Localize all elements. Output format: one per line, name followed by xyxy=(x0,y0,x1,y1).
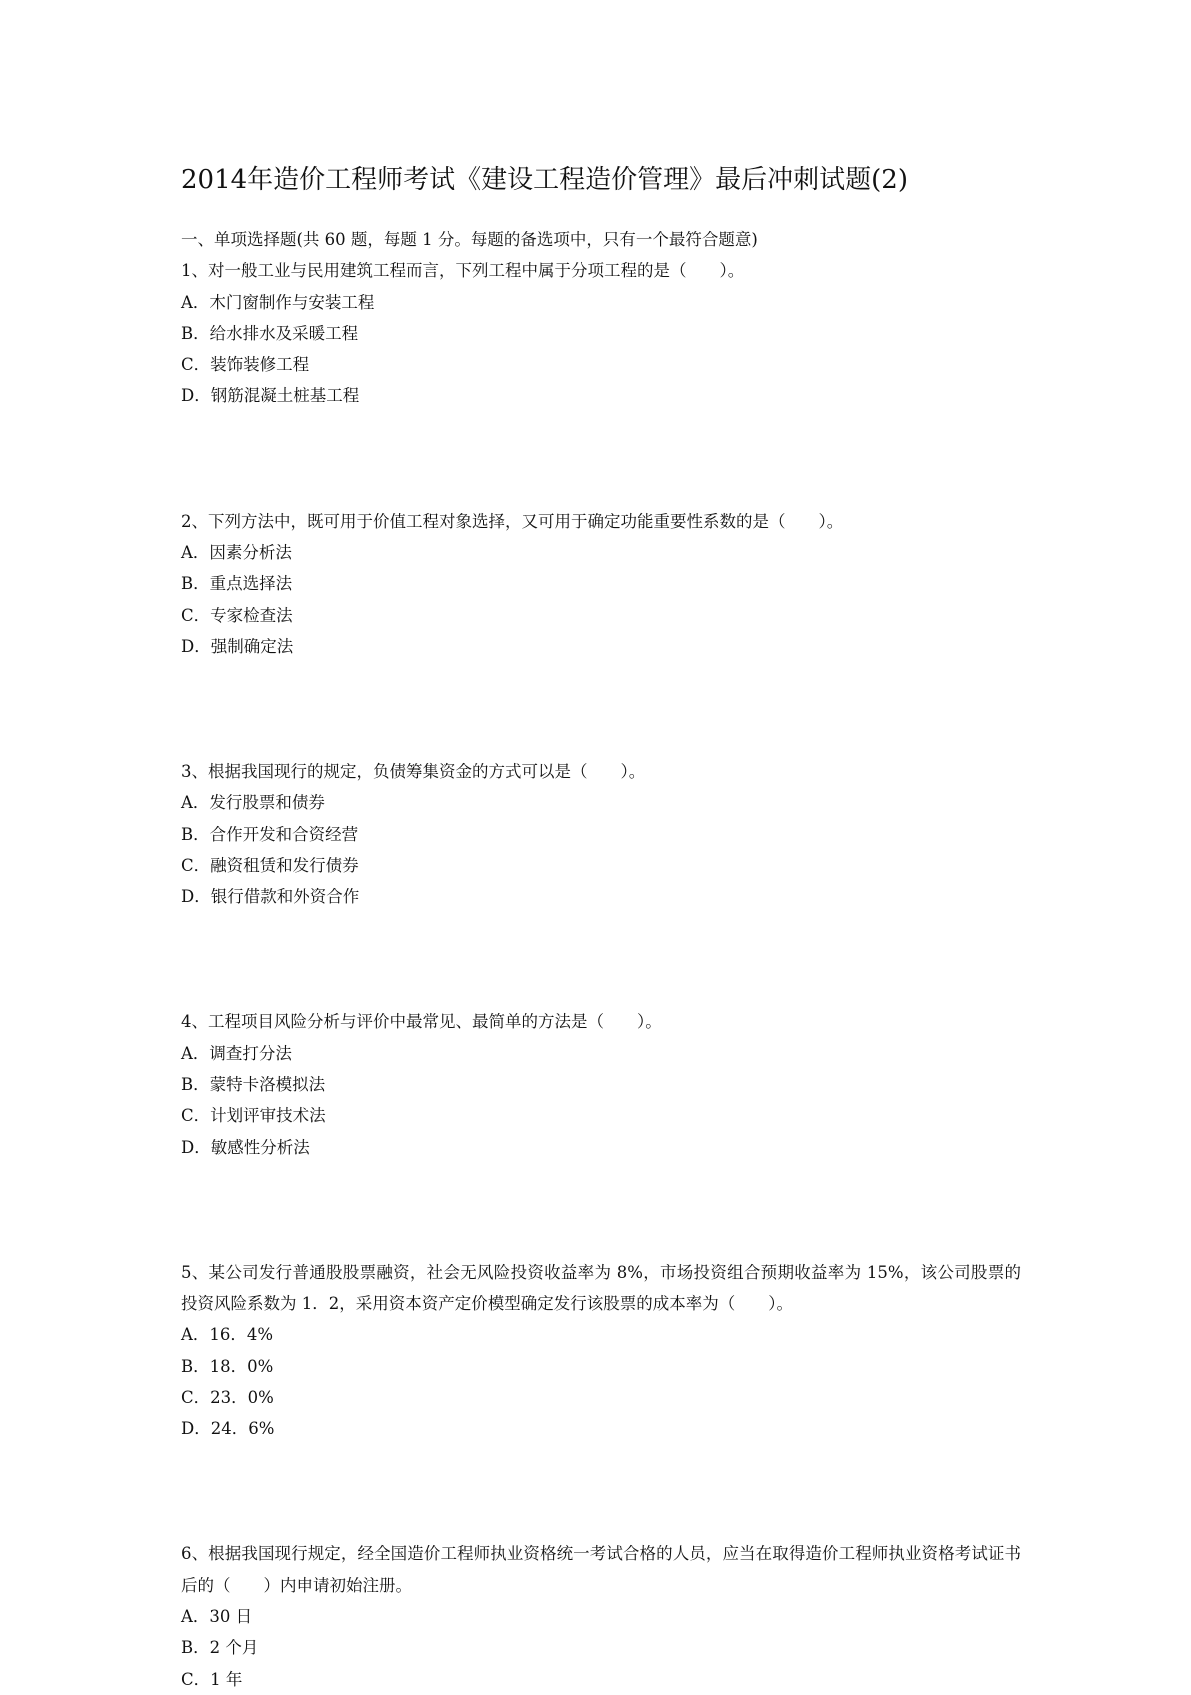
option-b: B．重点选择法 xyxy=(181,574,293,594)
option-b: B．给水排水及采暖工程 xyxy=(181,323,359,343)
spacer xyxy=(181,1445,1021,1539)
spacer xyxy=(181,1163,1021,1257)
option-a: A．木门窗制作与安装工程 xyxy=(181,292,375,312)
option-d: D．敏感性分析法 xyxy=(181,1137,310,1157)
option-d: D．强制确定法 xyxy=(181,636,294,656)
option-d: D．24．6% xyxy=(181,1419,275,1439)
question-2 xyxy=(181,506,1021,662)
question-stem: 2、下列方法中，既可用于价值工程对象选择，又可用于确定功能重要性系数的是（ ）。 xyxy=(181,511,844,531)
option-b: B．18．0% xyxy=(181,1356,274,1376)
option-c: C．融资租赁和发行债券 xyxy=(181,855,359,875)
option-b: B．合作开发和合资经营 xyxy=(181,824,359,844)
option-a: A．因素分析法 xyxy=(181,542,292,562)
question-5 xyxy=(181,1257,1021,1445)
option-d: D．银行借款和外资合作 xyxy=(181,887,360,907)
document-content xyxy=(181,224,1021,1695)
section-heading: 一、单项选择题(共 60 题，每题 1 分。每题的备选项中，只有一个最符合题意) xyxy=(181,230,758,249)
question-stem: 5、某公司发行普通股股票融资，社会无风险投资收益率为 8%，市场投资组合预期收益率为 15%，该公司股票的投资风险系数为 1．2，采用资本资产定价模型确定发行该股票的成本率为（ ）。 xyxy=(181,1262,1021,1314)
question-stem: 6、根据我国现行规定，经全国造价工程师执业资格统一考试合格的人员，应当在取得造价工程师执业资格考试证书后的（ ）内申请初始注册。 xyxy=(181,1544,1021,1595)
option-b: B．蒙特卡洛模拟法 xyxy=(181,1075,326,1095)
question-6 xyxy=(181,1538,1021,1694)
option-b: B．2 个月 xyxy=(181,1638,259,1658)
option-a: A．16．4% xyxy=(181,1325,274,1345)
question-stem: 1、对一般工业与民用建筑工程而言，下列工程中属于分项工程的是（ ）。 xyxy=(181,261,745,281)
document-title: 2014年造价工程师考试《建设工程造价管理》最后冲刺试题(2) xyxy=(181,165,908,195)
spacer xyxy=(181,662,1021,756)
option-a: A．调查打分法 xyxy=(181,1043,292,1063)
question-stem: 4、工程项目风险分析与评价中最常见、最简单的方法是（ ）。 xyxy=(181,1012,662,1032)
option-c: C．装饰装修工程 xyxy=(181,355,310,375)
question-4 xyxy=(181,1006,1021,1162)
option-a: A．发行股票和债券 xyxy=(181,793,325,813)
option-c: C．23．0% xyxy=(181,1387,274,1407)
spacer xyxy=(181,913,1021,1007)
question-1 xyxy=(181,255,1021,411)
option-a: A．30 日 xyxy=(181,1607,253,1627)
question-3 xyxy=(181,756,1021,912)
question-stem: 3、根据我国现行的规定，负债筹集资金的方式可以是（ ）。 xyxy=(181,762,646,782)
option-c: C．计划评审技术法 xyxy=(181,1106,326,1126)
option-c: C．专家检查法 xyxy=(181,605,293,625)
spacer xyxy=(181,412,1021,506)
option-d: D．钢筋混凝土桩基工程 xyxy=(181,386,360,406)
option-c: C．1 年 xyxy=(181,1669,243,1689)
